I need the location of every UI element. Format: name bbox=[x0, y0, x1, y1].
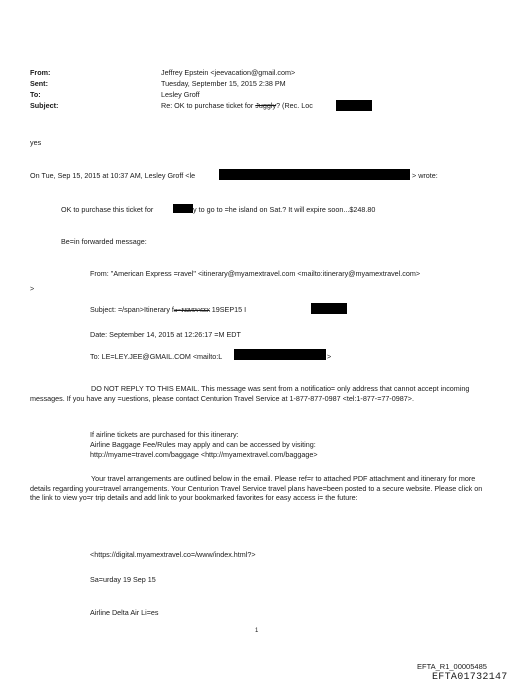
redaction-box bbox=[219, 169, 410, 180]
reply-text: yes bbox=[30, 138, 42, 147]
sent-value: Tuesday, September 15, 2015 2:38 PM bbox=[161, 79, 286, 88]
subject-struck-text: Juggly bbox=[255, 101, 277, 110]
from-value: Jeffrey Epstein <jeevacation@gmail.com> bbox=[161, 68, 296, 77]
forwarded-subject-start: Subject: =/span>Itinerary f bbox=[90, 305, 174, 314]
redaction-box bbox=[311, 303, 347, 314]
travel-date: Sa=urday 19 Sep 15 bbox=[90, 575, 156, 584]
baggage-line-3: http://myame=travel.com/baggage <http://myamextravel.com/baggage> bbox=[90, 450, 318, 459]
redaction-box bbox=[234, 349, 326, 360]
subject-text: Re: OK to purchase ticket for bbox=[161, 101, 256, 110]
efta-stamp-large: EFTA01732147 bbox=[432, 672, 508, 683]
subject-label: Subject: bbox=[30, 101, 59, 110]
begin-forwarded-text: Be=in forwarded message: bbox=[61, 237, 147, 246]
quote-intro-start: On Tue, Sep 15, 2015 at 10:37 AM, Lesley Groff <le bbox=[30, 171, 196, 180]
travel-arrangements-paragraph: Your travel arrangements are outlined below in the email. Please ref=r to attached PDF attachment and itinerary for more details regarding your=travel arrangements. Your Centurion Travel Service travel plans have=been posted to a secure website. Please click on the link to view yo=r trip details and add link to your bookmarked favorites for easy access i= the future: bbox=[30, 474, 483, 503]
page-number: 1 bbox=[255, 628, 259, 634]
subject-tail-text: ? (Rec. Loc bbox=[276, 101, 313, 110]
quote-marker: > bbox=[30, 284, 35, 293]
from-label: From: bbox=[30, 68, 51, 77]
baggage-line-2: Airline Baggage Fee/Rules may apply and can be accessed by visiting: bbox=[90, 440, 316, 449]
forwarded-from: From: "American Express =ravel" <itinerary@myamextravel.com <mailto:itinerary@myamextravel.com> bbox=[90, 269, 421, 278]
no-reply-notice: DO NOT REPLY TO THIS EMAIL. This message was sent from a notificatio= only address that cannot accept incoming messages. If you have any =uestions, please contact Centurion Travel Service at 1-877-877-0987 <tel:1-877-=77-0987>. bbox=[30, 384, 470, 403]
forwarded-subject-end: 19SEP15 I bbox=[209, 305, 247, 314]
ok-line-start: OK to purchase this ticket for bbox=[61, 205, 154, 214]
forwarded-to-end: > bbox=[327, 352, 332, 361]
itinerary-link: <https://digital.myamextravel.co=/www/index.html?> bbox=[90, 550, 256, 559]
forwarded-to-start: To: LE=LEY.JEE@GMAIL.COM <mailto:L bbox=[90, 352, 223, 361]
forwarded-date: Date: September 14, 2015 at 12:26:17 =M EDT bbox=[90, 330, 241, 339]
redaction-box bbox=[336, 100, 372, 111]
baggage-line-1: If airline tickets are purchased for this itinerary: bbox=[90, 430, 239, 439]
quote-intro-end: > wrote: bbox=[412, 171, 438, 180]
subject-value bbox=[161, 101, 313, 110]
forwarded-subject-struck: or =-INSIMTA/ YDEK bbox=[173, 308, 210, 314]
sent-label: Sent: bbox=[30, 79, 48, 88]
airline-line: Airline Delta Air Li=es bbox=[90, 608, 159, 617]
to-value: Lesley Groff bbox=[161, 90, 200, 99]
redaction-box bbox=[173, 204, 193, 213]
ok-line-end: y to go to =he island on Sat.? It will expire soon...$248.80 bbox=[193, 205, 376, 214]
to-label: To: bbox=[30, 90, 41, 99]
forwarded-subject bbox=[90, 305, 246, 316]
efta-stamp-small: EFTA_R1_00005485 bbox=[417, 662, 487, 671]
